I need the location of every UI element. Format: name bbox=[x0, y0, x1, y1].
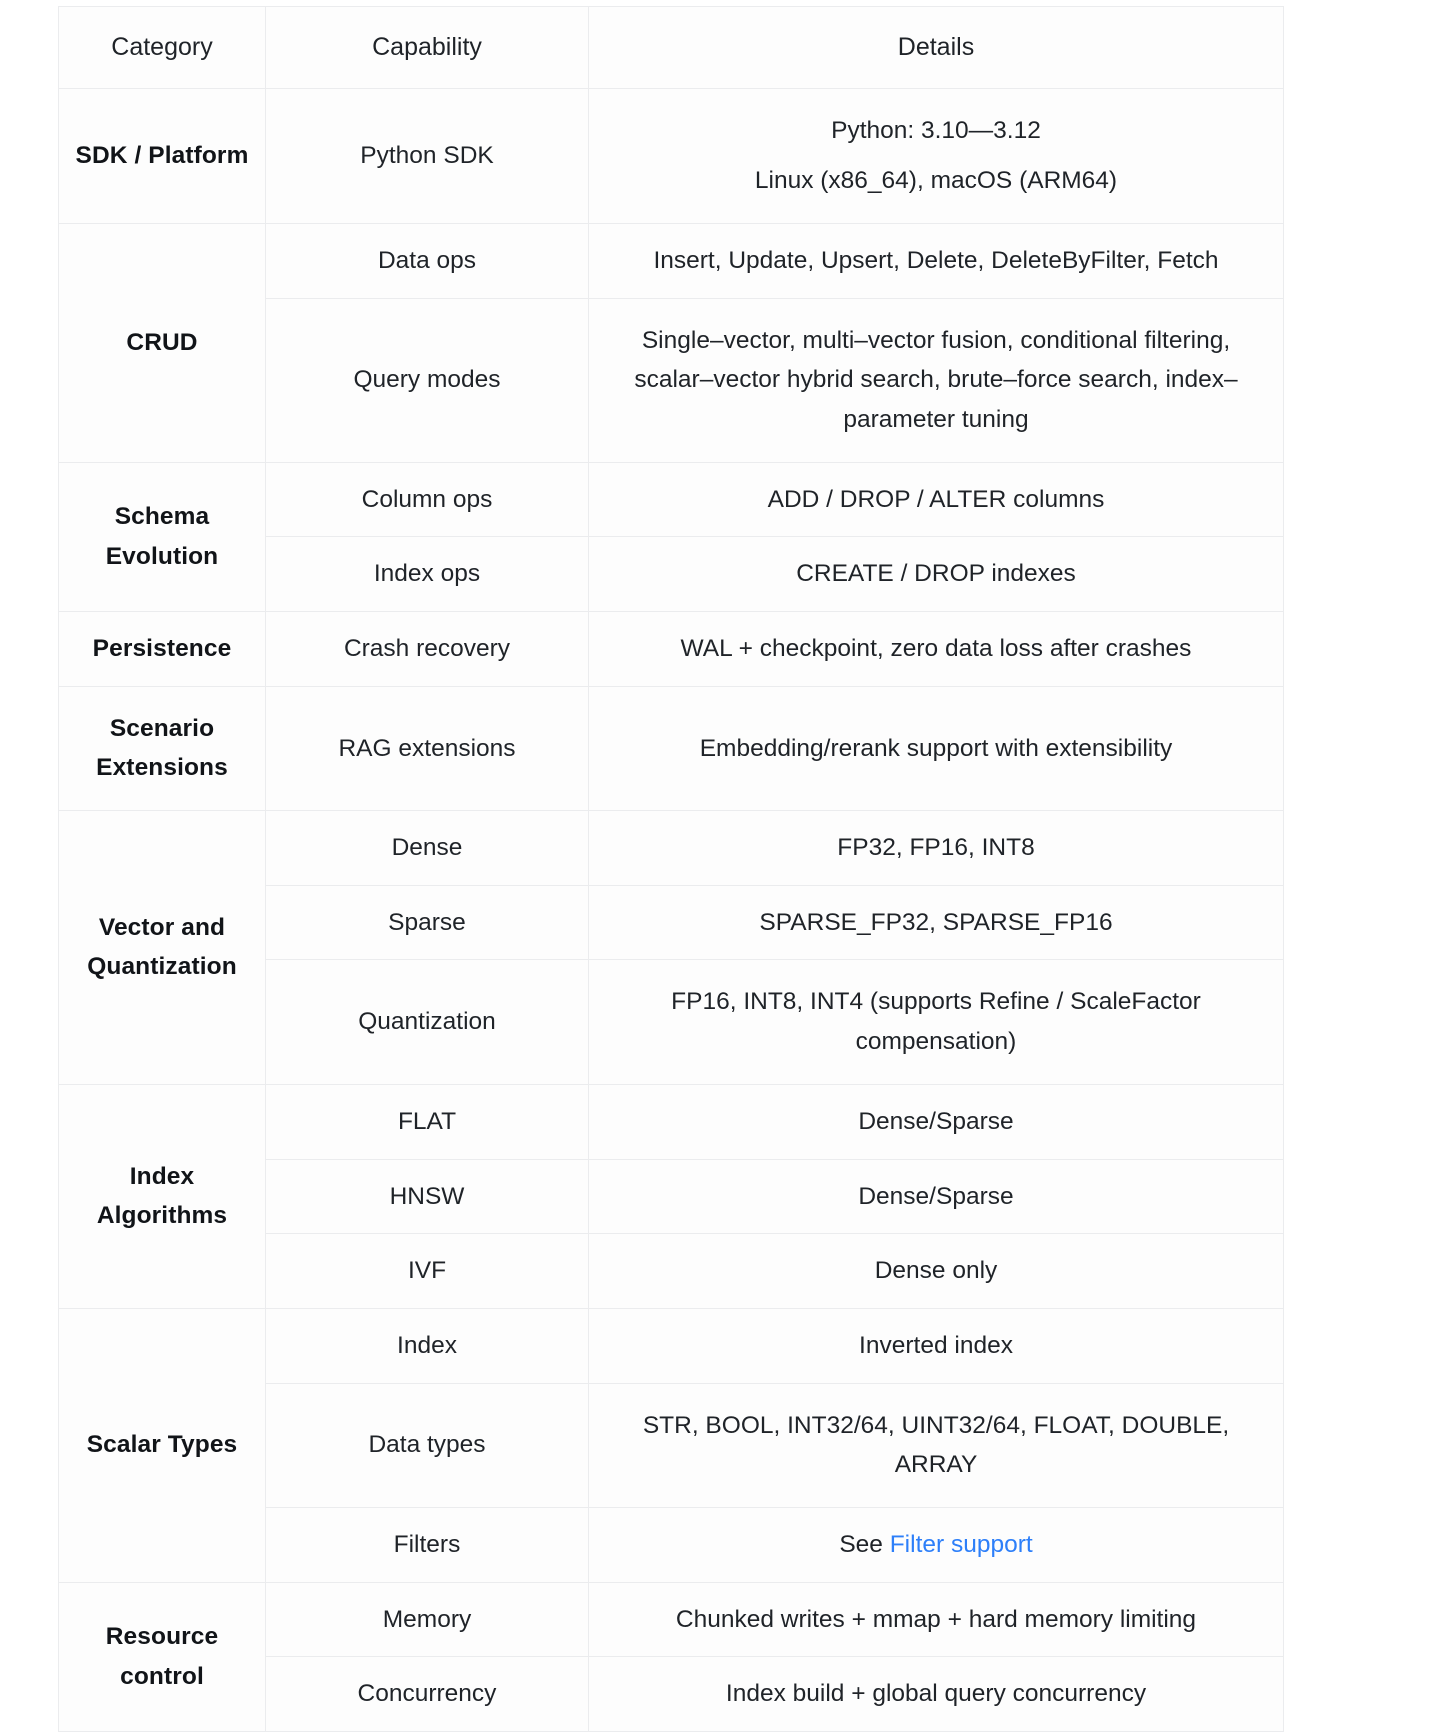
details-text bbox=[601, 828, 1271, 868]
details-line: Python: 3.10—3.12 bbox=[831, 116, 1041, 144]
category-cell: Scalar Types bbox=[59, 1308, 266, 1582]
details-text bbox=[601, 480, 1271, 520]
table-body bbox=[59, 88, 1284, 1732]
table-row bbox=[59, 1084, 1284, 1159]
category-cell: Index Algorithms bbox=[59, 1084, 266, 1308]
details-text bbox=[601, 1525, 1271, 1565]
details-text bbox=[601, 1600, 1271, 1640]
capability-cell: Dense bbox=[266, 811, 589, 886]
capability-cell: Python SDK bbox=[266, 88, 589, 223]
details-line: FP16, INT8, INT4 (supports Refine / ScaleFactor compensation) bbox=[671, 988, 1201, 1056]
column-header-capability: Capability bbox=[266, 7, 589, 89]
table-row bbox=[59, 686, 1284, 810]
details-line: Single–vector, multi–vector fusion, conditional filtering, scalar–vector hybrid search, brute–force search, index–parameter tuning bbox=[634, 326, 1238, 433]
column-header-details: Details bbox=[589, 7, 1284, 89]
details-cell bbox=[589, 223, 1284, 298]
details-cell bbox=[589, 885, 1284, 960]
column-header-category: Category bbox=[59, 7, 266, 89]
details-text bbox=[601, 554, 1271, 594]
table-row bbox=[59, 88, 1284, 223]
details-text bbox=[601, 629, 1271, 669]
details-line: Inverted index bbox=[859, 1331, 1013, 1359]
capability-cell: Data types bbox=[266, 1383, 589, 1507]
capability-cell: Index ops bbox=[266, 537, 589, 612]
capability-cell: FLAT bbox=[266, 1084, 589, 1159]
category-cell: Scenario Extensions bbox=[59, 686, 266, 810]
details-cell bbox=[589, 1234, 1284, 1309]
table-row bbox=[59, 811, 1284, 886]
details-line: Chunked writes + mmap + hard memory limiting bbox=[675, 1605, 1197, 1633]
category-cell: Persistence bbox=[59, 612, 266, 687]
filter-support-link[interactable]: Filter support bbox=[889, 1530, 1033, 1558]
details-text bbox=[601, 1406, 1271, 1485]
details-cell bbox=[589, 537, 1284, 612]
details-text bbox=[601, 321, 1271, 440]
details-text bbox=[601, 241, 1271, 281]
table-header-row bbox=[59, 7, 1284, 89]
capability-cell: Quantization bbox=[266, 960, 589, 1084]
details-cell bbox=[589, 1582, 1284, 1657]
category-cell: Schema Evolution bbox=[59, 462, 266, 611]
details-cell bbox=[589, 612, 1284, 687]
details-cell bbox=[589, 686, 1284, 810]
table-row bbox=[59, 223, 1284, 298]
details-cell bbox=[589, 1657, 1284, 1732]
details-cell bbox=[589, 811, 1284, 886]
details-text bbox=[601, 111, 1271, 201]
capability-cell: HNSW bbox=[266, 1159, 589, 1234]
details-cell bbox=[589, 88, 1284, 223]
details-cell bbox=[589, 1383, 1284, 1507]
details-cell bbox=[589, 1159, 1284, 1234]
table-row bbox=[59, 1582, 1284, 1657]
capability-cell: Data ops bbox=[266, 223, 589, 298]
table-header bbox=[59, 7, 1284, 89]
details-text bbox=[601, 1674, 1271, 1714]
category-cell: Resource control bbox=[59, 1582, 266, 1731]
details-line: Dense/Sparse bbox=[858, 1182, 1014, 1210]
capability-cell: Query modes bbox=[266, 298, 589, 462]
details-line: FP32, FP16, INT8 bbox=[837, 834, 1035, 862]
details-text bbox=[601, 1102, 1271, 1142]
details-cell bbox=[589, 1507, 1284, 1582]
capability-cell: Concurrency bbox=[266, 1657, 589, 1732]
details-cell bbox=[589, 462, 1284, 537]
capability-cell: Filters bbox=[266, 1507, 589, 1582]
table-row bbox=[59, 612, 1284, 687]
details-line: ADD / DROP / ALTER columns bbox=[767, 485, 1105, 513]
details-text bbox=[601, 982, 1271, 1061]
capability-cell: RAG extensions bbox=[266, 686, 589, 810]
details-cell bbox=[589, 960, 1284, 1084]
capability-table bbox=[58, 6, 1284, 1732]
details-line: CREATE / DROP indexes bbox=[796, 560, 1076, 588]
details-text bbox=[601, 729, 1271, 769]
category-cell: CRUD bbox=[59, 223, 266, 462]
details-text bbox=[601, 1177, 1271, 1217]
details-line: Dense only bbox=[874, 1257, 998, 1285]
capability-cell: Column ops bbox=[266, 462, 589, 537]
details-text bbox=[601, 1251, 1271, 1291]
details-line: Embedding/rerank support with extensibility bbox=[699, 734, 1173, 762]
category-cell: SDK / Platform bbox=[59, 88, 266, 223]
details-cell bbox=[589, 1084, 1284, 1159]
capability-cell: Memory bbox=[266, 1582, 589, 1657]
details-line: SPARSE_FP32, SPARSE_FP16 bbox=[759, 908, 1113, 936]
details-line: Linux (x86_64), macOS (ARM64) bbox=[754, 167, 1118, 195]
details-text bbox=[601, 903, 1271, 943]
table-row bbox=[59, 1308, 1284, 1383]
details-prefix: See bbox=[839, 1530, 890, 1558]
details-line: Index build + global query concurrency bbox=[725, 1680, 1147, 1708]
capability-cell: IVF bbox=[266, 1234, 589, 1309]
details-line: Dense/Sparse bbox=[858, 1107, 1014, 1135]
details-text bbox=[601, 1326, 1271, 1366]
details-cell bbox=[589, 1308, 1284, 1383]
capability-cell: Sparse bbox=[266, 885, 589, 960]
capability-cell: Crash recovery bbox=[266, 612, 589, 687]
details-cell bbox=[589, 298, 1284, 462]
table-row bbox=[59, 462, 1284, 537]
details-line: STR, BOOL, INT32/64, UINT32/64, FLOAT, DOUBLE, ARRAY bbox=[642, 1411, 1230, 1479]
category-cell: Vector and Quantization bbox=[59, 811, 266, 1085]
details-line: Insert, Update, Upsert, Delete, DeleteByFilter, Fetch bbox=[653, 246, 1219, 274]
details-line: WAL + checkpoint, zero data loss after crashes bbox=[680, 635, 1192, 662]
capability-cell: Index bbox=[266, 1308, 589, 1383]
